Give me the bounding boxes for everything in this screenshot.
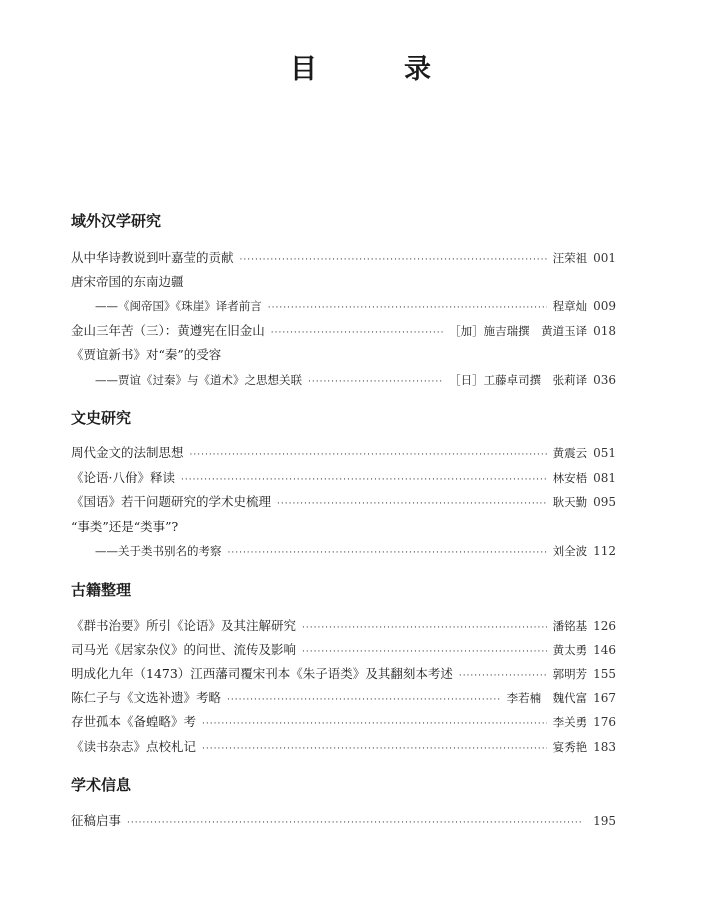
toc-entry[interactable] xyxy=(71,493,616,513)
entry-title: 周代金文的法制思想 xyxy=(71,445,184,460)
section-title-ancient-texts: 古籍整理 xyxy=(71,581,132,599)
toc-entry[interactable] xyxy=(95,297,616,317)
dot-leader xyxy=(302,643,547,661)
entry-author: 李关勇 xyxy=(552,715,588,729)
section-title-literature-history: 文史研究 xyxy=(71,409,132,427)
toc-entry[interactable] xyxy=(71,738,616,758)
page-title: 目 录 xyxy=(290,54,461,85)
entry-page: 183 xyxy=(593,740,616,754)
entry-author: 程章灿 xyxy=(552,299,588,313)
entry-author: 郭明芳 xyxy=(552,667,588,681)
dot-leader xyxy=(271,324,443,342)
toc-entry[interactable] xyxy=(71,641,616,661)
dot-leader xyxy=(227,691,501,709)
entry-title[interactable]: 《贾谊新书》对“秦”的受容 xyxy=(71,347,222,362)
entry-page: 195 xyxy=(593,814,616,828)
entry-page: 155 xyxy=(593,667,616,681)
entry-page: 081 xyxy=(593,471,616,485)
toc-entry[interactable] xyxy=(71,444,616,464)
toc-entry[interactable] xyxy=(71,322,616,342)
dot-leader xyxy=(190,446,547,464)
section-title-academic-news: 学术信息 xyxy=(71,776,132,794)
dot-leader xyxy=(181,471,547,489)
entry-page: 167 xyxy=(593,691,616,705)
toc-entry[interactable] xyxy=(71,665,616,685)
entry-title: 陈仁子与《文选补遗》考略 xyxy=(71,690,222,705)
dot-leader xyxy=(127,814,581,832)
dot-leader xyxy=(459,667,547,685)
section-title-overseas-sinology: 域外汉学研究 xyxy=(71,212,162,230)
toc-entry[interactable] xyxy=(71,713,616,733)
entry-title: 金山三年苦（三）：黄遵宪在旧金山 xyxy=(71,323,265,338)
dot-leader xyxy=(277,495,547,513)
entry-author: 黄太勇 xyxy=(552,643,588,657)
entry-author: 耿天勤 xyxy=(552,495,588,509)
entry-title: 《读书杂志》点校札记 xyxy=(71,739,197,754)
entry-page: 001 xyxy=(593,251,616,265)
entry-title: 征稿启事 xyxy=(71,813,122,828)
entry-title[interactable]: “事类”还是“类事”? xyxy=(71,519,179,534)
entry-author: ［日］工藤卓司撰 张莉译 xyxy=(449,373,588,387)
entry-title: 《论语·八佾》释读 xyxy=(71,470,175,485)
entry-page: 146 xyxy=(593,643,616,657)
dot-leader xyxy=(302,619,547,637)
entry-subtitle: ——《闽帝国》《珠崖》译者前言 xyxy=(95,299,262,313)
entry-page: 051 xyxy=(593,446,616,460)
entry-author: 潘铭基 xyxy=(552,619,588,633)
entry-page: 018 xyxy=(593,324,616,338)
entry-title: 存世孤本《备蝗略》考 xyxy=(71,714,197,729)
dot-leader xyxy=(308,373,443,391)
entry-subtitle: ——贾谊《过秦》与《道术》之思想关联 xyxy=(95,373,302,387)
entry-title: 明成化九年（1473）江西藩司覆宋刊本《朱子语类》及其翻刻本考述 xyxy=(71,666,453,681)
entry-page: 176 xyxy=(593,715,616,729)
toc-entry[interactable] xyxy=(71,469,616,489)
toc-entry[interactable] xyxy=(71,812,616,832)
entry-title[interactable]: 唐宋帝国的东南边疆 xyxy=(71,274,184,289)
toc-entry[interactable] xyxy=(95,542,616,562)
entry-page: 009 xyxy=(593,299,616,313)
toc-entry[interactable] xyxy=(71,617,616,637)
toc-entry[interactable] xyxy=(95,371,616,391)
dot-leader xyxy=(228,544,547,562)
entry-page: 036 xyxy=(593,373,616,387)
entry-page: 126 xyxy=(593,619,616,633)
entry-title: 《国语》若干问题研究的学术史梳理 xyxy=(71,494,272,509)
dot-leader xyxy=(268,299,547,317)
toc-entry[interactable] xyxy=(71,689,616,709)
entry-author: 黄震云 xyxy=(552,446,588,460)
entry-page: 095 xyxy=(593,495,616,509)
entry-subtitle: ——关于类书别名的考察 xyxy=(95,544,222,558)
entry-author: 刘全波 xyxy=(552,544,588,558)
dot-leader xyxy=(240,251,547,269)
entry-author: ［加］施吉瑞撰 黄道玉译 xyxy=(449,324,588,338)
toc-entry[interactable] xyxy=(71,249,616,269)
dot-leader xyxy=(202,715,547,733)
entry-page: 112 xyxy=(593,544,616,558)
entry-title: 《群书治要》所引《论语》及其注解研究 xyxy=(71,618,297,633)
entry-author: 汪荣祖 xyxy=(552,251,588,265)
entry-author: 李若楠 魏代富 xyxy=(506,691,588,705)
entry-title: 从中华诗教说到叶嘉莹的贡献 xyxy=(71,250,234,265)
entry-title: 司马光《居家杂仪》的问世、流传及影响 xyxy=(71,642,297,657)
dot-leader xyxy=(202,740,547,758)
entry-author: 宴秀艳 xyxy=(552,740,588,754)
entry-author: 林安梧 xyxy=(552,471,588,485)
